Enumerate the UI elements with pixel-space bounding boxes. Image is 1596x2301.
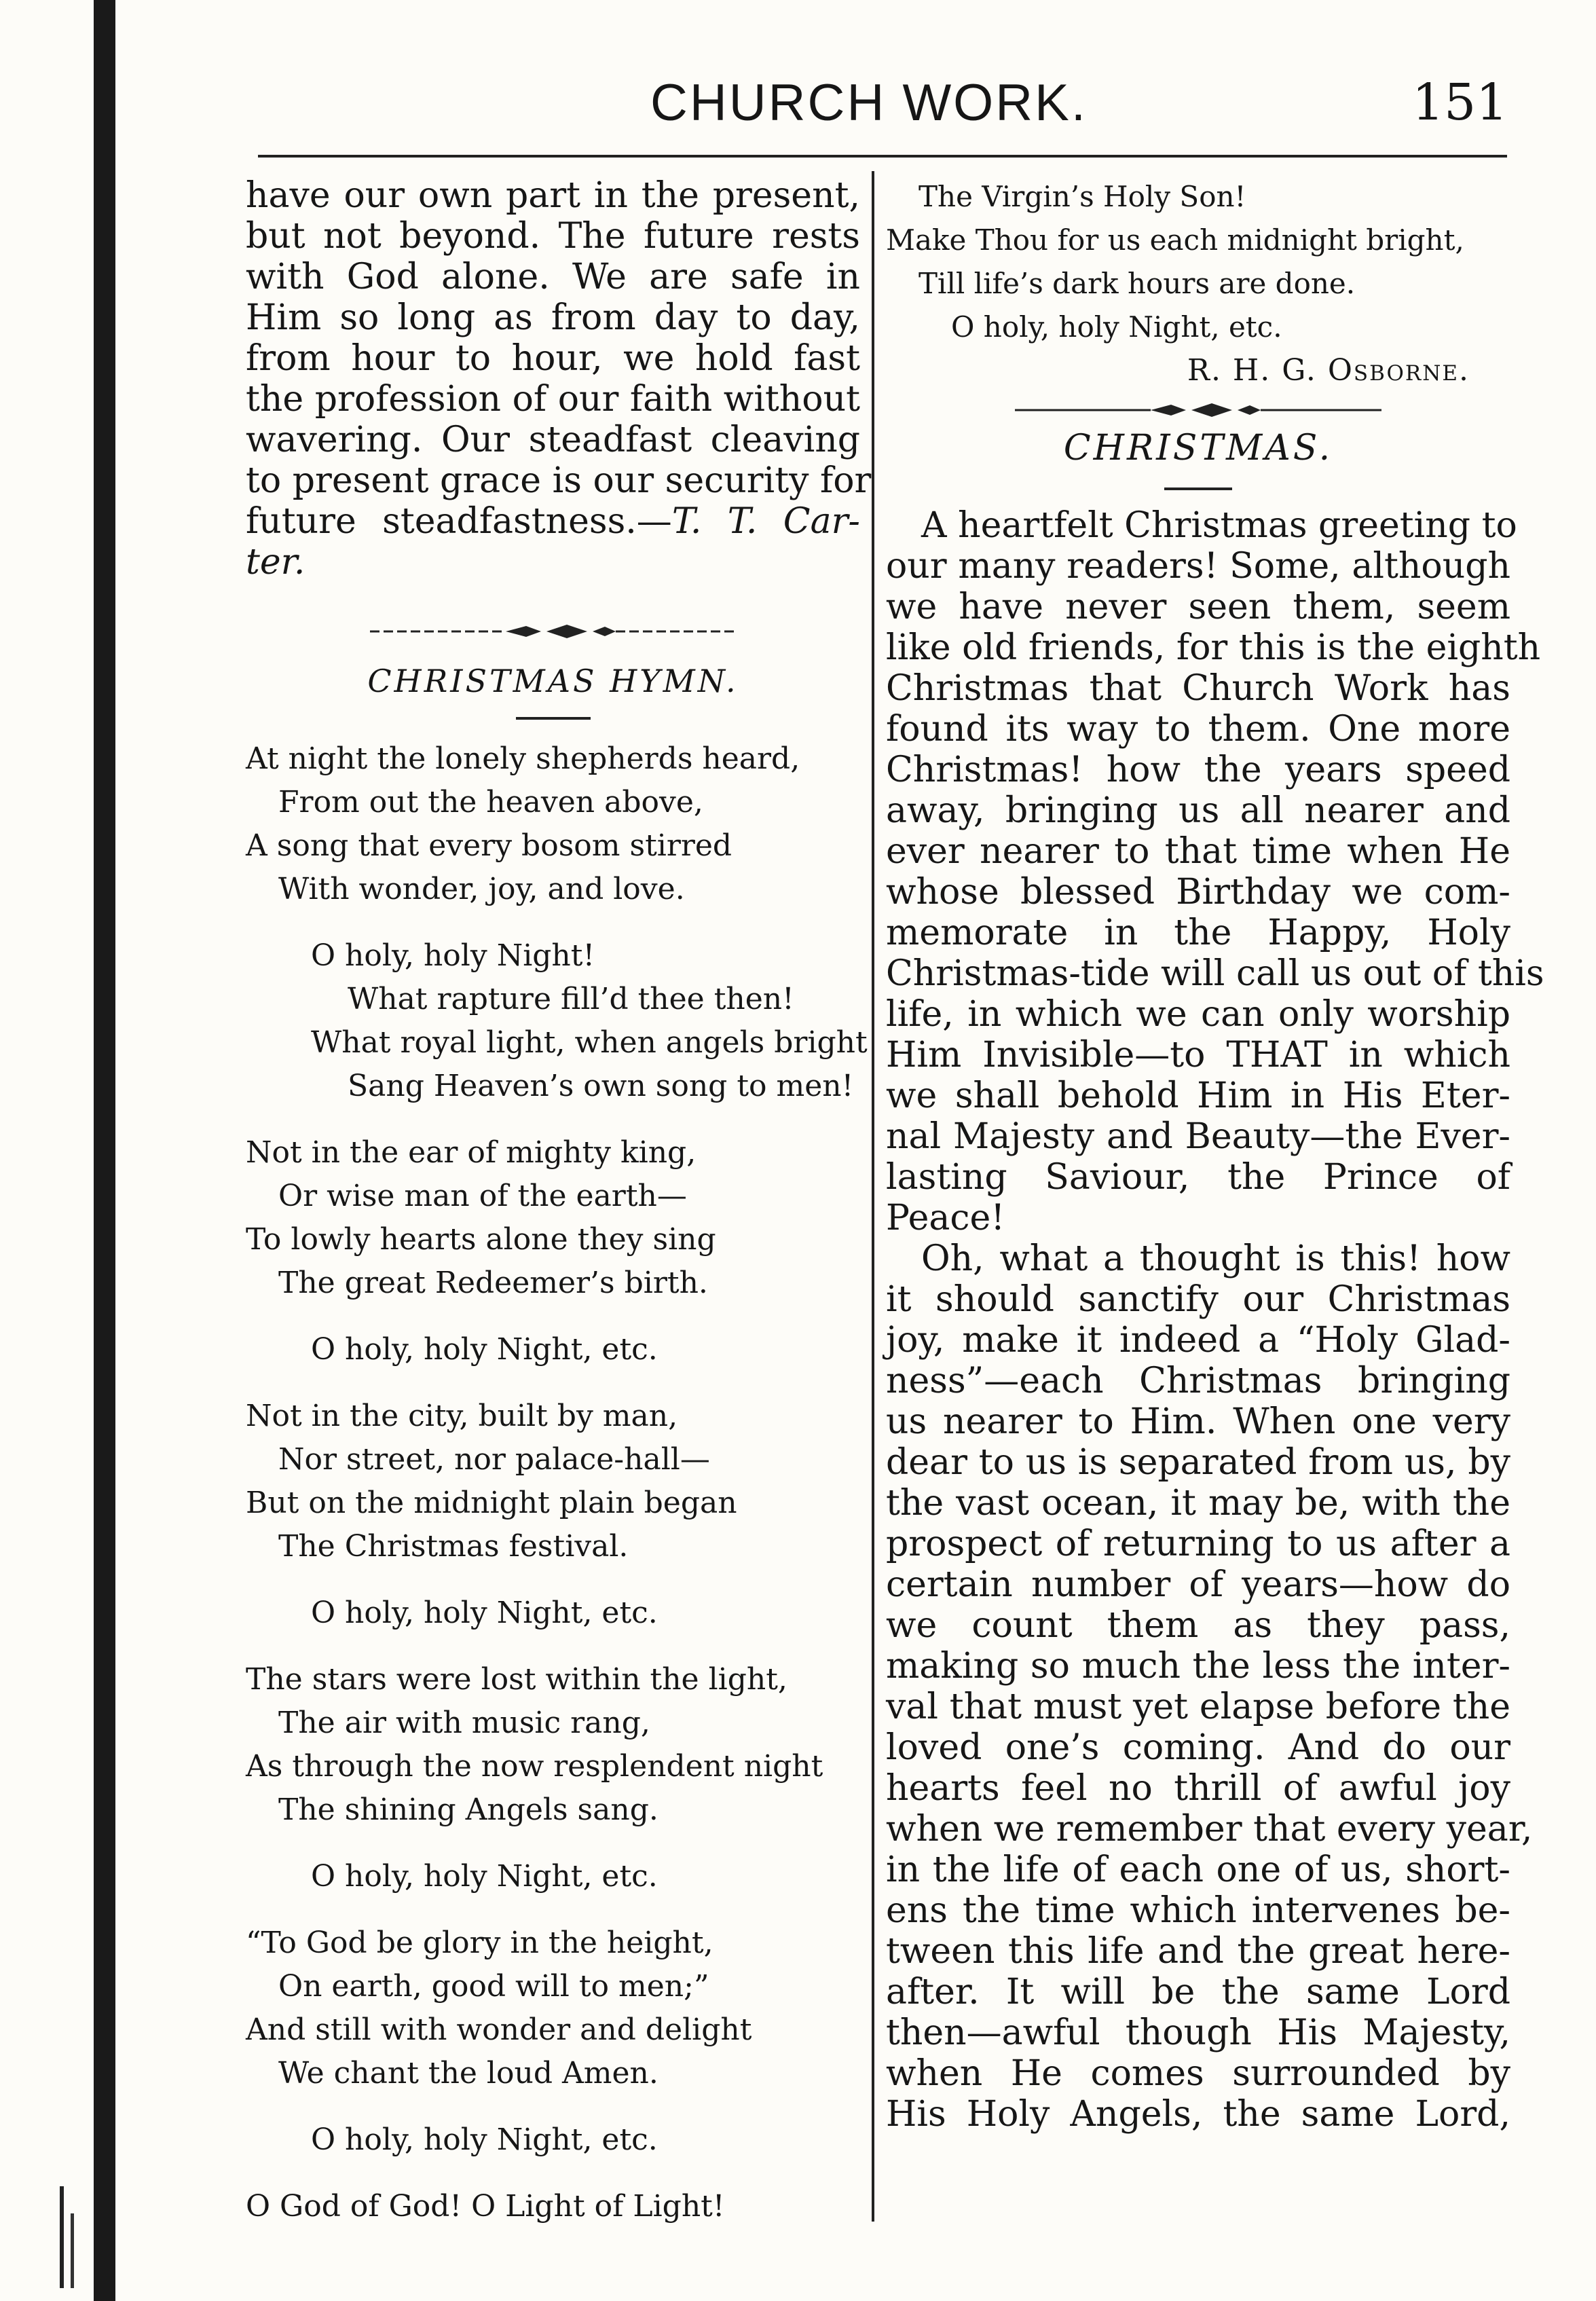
- text-line: Him so long as from day to day,: [246, 297, 860, 338]
- verse-line: The great Redeemer’s birth.: [278, 1266, 708, 1300]
- verse-line: O holy, holy Night, etc.: [311, 2122, 658, 2157]
- verse-line: O holy, holy Night, etc.: [311, 1332, 658, 1367]
- text-line: Christmas that Church Work has: [886, 668, 1510, 709]
- text-line: Christmas-tide will call us out of this: [886, 953, 1544, 994]
- text-line: ness”—each Christmas bringing: [886, 1361, 1510, 1401]
- text-line: His Holy Angels, the same Lord,: [886, 2094, 1510, 2135]
- verse-line: And still with wonder and delight: [246, 2012, 752, 2047]
- stanza: [246, 1395, 860, 1568]
- refrain: [246, 1591, 860, 1635]
- text-line: from hour to hour, we hold fast: [246, 338, 860, 379]
- right-column: [886, 175, 1544, 2135]
- ornament-divider: [1008, 398, 1388, 422]
- text-line: with God alone. We are safe in: [246, 257, 860, 297]
- text-line: away, bringing us all nearer and: [886, 790, 1510, 831]
- binding-mark: [71, 2213, 74, 2288]
- text-line: whose blessed Birthday we com-: [886, 872, 1510, 913]
- hymn-signature: R. H. G. Osborne.: [1187, 353, 1470, 388]
- text-line: found its way to them. One more: [886, 709, 1510, 750]
- text-line: we have never seen them, seem: [886, 587, 1510, 627]
- verse-line: “To God be glory in the height,: [246, 1926, 713, 1960]
- stanza: [246, 737, 860, 911]
- text-line: our many readers! Some, although: [886, 546, 1510, 587]
- text-line: it should sanctify our Christmas: [886, 1279, 1510, 1320]
- verse-line: We chant the loud Amen.: [278, 2056, 658, 2091]
- text-line: memorate in the Happy, Holy: [886, 913, 1510, 953]
- verse-line: To lowly hearts alone they sing: [246, 1222, 716, 1257]
- verse-line: As through the now resplendent night: [246, 1749, 823, 1784]
- text-line: we shall behold Him in His Eter-: [886, 1075, 1510, 1116]
- text-line: life, in which we can only worship: [886, 994, 1510, 1035]
- column-divider: [872, 171, 874, 2222]
- stanza: [246, 1921, 860, 2095]
- verse-line: The air with music rang,: [278, 1706, 650, 1740]
- refrain: [246, 1328, 860, 1372]
- text-line: making so much the less the inter-: [886, 1646, 1510, 1687]
- verse-line: The shining Angels sang.: [278, 1792, 658, 1827]
- opening-paragraph: [246, 175, 872, 583]
- verse-line: Or wise man of the earth—: [278, 1179, 687, 1213]
- text-fragment: future steadfastness.—: [246, 501, 672, 542]
- text-line: when we remember that every year,: [886, 1809, 1533, 1849]
- verse-line: On earth, good will to men;”: [278, 1969, 709, 2004]
- text-line: joy, make it indeed a “Holy Glad-: [886, 1320, 1510, 1361]
- stanza: [246, 1658, 860, 1832]
- text-line: but not beyond. The future rests: [246, 216, 860, 257]
- text-line: the profession of our faith without: [246, 379, 860, 420]
- verse-line: Make Thou for us each midnight bright,: [886, 223, 1464, 257]
- text-line: when He comes surrounded by: [886, 2053, 1510, 2094]
- text-line: hearts feel no thrill of awful joy: [886, 1768, 1510, 1809]
- verse-line: At night the lonely shepherds heard,: [246, 741, 800, 776]
- attribution: T. T. Car-: [671, 501, 860, 542]
- text-line: the vast ocean, it may be, with the: [886, 1483, 1510, 1524]
- text-line: [246, 501, 860, 542]
- verse-line: The Christmas festival.: [278, 1529, 629, 1564]
- left-column: [246, 175, 872, 2251]
- header-rule: [258, 155, 1507, 158]
- hymn-title: CHRISTMAS HYMN.: [367, 663, 739, 699]
- ornament-divider: [363, 618, 743, 645]
- verse-line: With wonder, joy, and love.: [278, 872, 685, 906]
- text-line: then—awful though His Majesty,: [886, 2012, 1510, 2053]
- verse-line: O holy, holy Night, etc.: [311, 1859, 658, 1894]
- text-line: like old friends, for this is the eighth: [886, 627, 1541, 668]
- verse-line: O God of God! O Light of Light!: [246, 2189, 725, 2224]
- paragraph: [886, 505, 1544, 1238]
- text-line: Peace!: [886, 1198, 1005, 1238]
- text-line: ens the time which intervenes be-: [886, 1890, 1510, 1931]
- text-line: we count them as they pass,: [886, 1605, 1510, 1646]
- stanza: [246, 1131, 860, 1305]
- refrain: [246, 2118, 860, 2162]
- binding-mark: [60, 2186, 64, 2288]
- text-line: certain number of years—how do: [886, 1564, 1510, 1605]
- verse-line: Till life’s dark hours are done.: [918, 267, 1356, 300]
- binding-edge: [94, 0, 115, 2301]
- text-line: ever nearer to that time when He: [886, 831, 1510, 872]
- text-line: have our own part in the present,: [246, 175, 860, 216]
- text-line: lasting Saviour, the Prince of: [886, 1157, 1510, 1198]
- refrain: [246, 934, 868, 1108]
- text-line: after. It will be the same Lord: [886, 1972, 1510, 2012]
- title-rule: [516, 717, 591, 720]
- section-title: CHRISTMAS.: [1063, 428, 1333, 468]
- text-line: to present grace is our security for: [246, 460, 872, 501]
- text-line: Christmas! how the years speed: [886, 750, 1510, 790]
- verse-line: But on the midnight plain began: [246, 1486, 737, 1520]
- verse-line: What royal light, when angels bright: [311, 1025, 868, 1060]
- paragraph: [886, 1238, 1533, 2135]
- verse-line: Nor street, nor palace-hall—: [278, 1442, 710, 1477]
- verse-line: Not in the ear of mighty king,: [246, 1135, 697, 1170]
- verse-line: A song that every bosom stirred: [246, 828, 732, 863]
- text-line: in the life of each one of us, short-: [886, 1849, 1510, 1890]
- text-line: us nearer to Him. When one very: [886, 1401, 1510, 1442]
- running-title: CHURCH WORK.: [650, 74, 1088, 132]
- text-line: prospect of returning to us after a: [886, 1524, 1510, 1564]
- page-number: 151: [1412, 73, 1508, 132]
- verse-line: What rapture fill’d thee then!: [348, 982, 794, 1016]
- text-line: val that must yet elapse before the: [886, 1687, 1510, 1727]
- text-line: wavering. Our steadfast cleaving: [246, 420, 860, 460]
- verse-line: From out the heaven above,: [278, 785, 703, 820]
- verse-line: The stars were lost within the light,: [246, 1662, 787, 1697]
- verse-line: Sang Heaven’s own song to men!: [348, 1069, 854, 1103]
- verse-line: Not in the city, built by man,: [246, 1399, 678, 1433]
- text-line: Oh, what a thought is this! how: [921, 1238, 1510, 1279]
- verse-line: O holy, holy Night, etc.: [311, 1596, 658, 1630]
- title-rule: [1164, 487, 1232, 490]
- hymn-continuation: [886, 175, 1510, 349]
- refrain: [246, 1855, 860, 1898]
- text-line: nal Majesty and Beauty—the Ever-: [886, 1116, 1510, 1157]
- text-line: A heartfelt Christmas greeting to: [921, 505, 1517, 546]
- verse-line: O holy, holy Night, etc.: [951, 310, 1282, 344]
- text-line: Him Invisible—to THAT in which: [886, 1035, 1510, 1075]
- text-line: tween this life and the great here-: [886, 1931, 1510, 1972]
- text-line: ter.: [246, 542, 305, 583]
- verse-line: The Virgin’s Holy Son!: [918, 180, 1246, 213]
- text-line: loved one’s coming. And do our: [886, 1727, 1510, 1768]
- text-line: dear to us is separated from us, by: [886, 1442, 1510, 1483]
- stanza: [246, 2185, 860, 2228]
- verse-line: O holy, holy Night!: [311, 938, 595, 973]
